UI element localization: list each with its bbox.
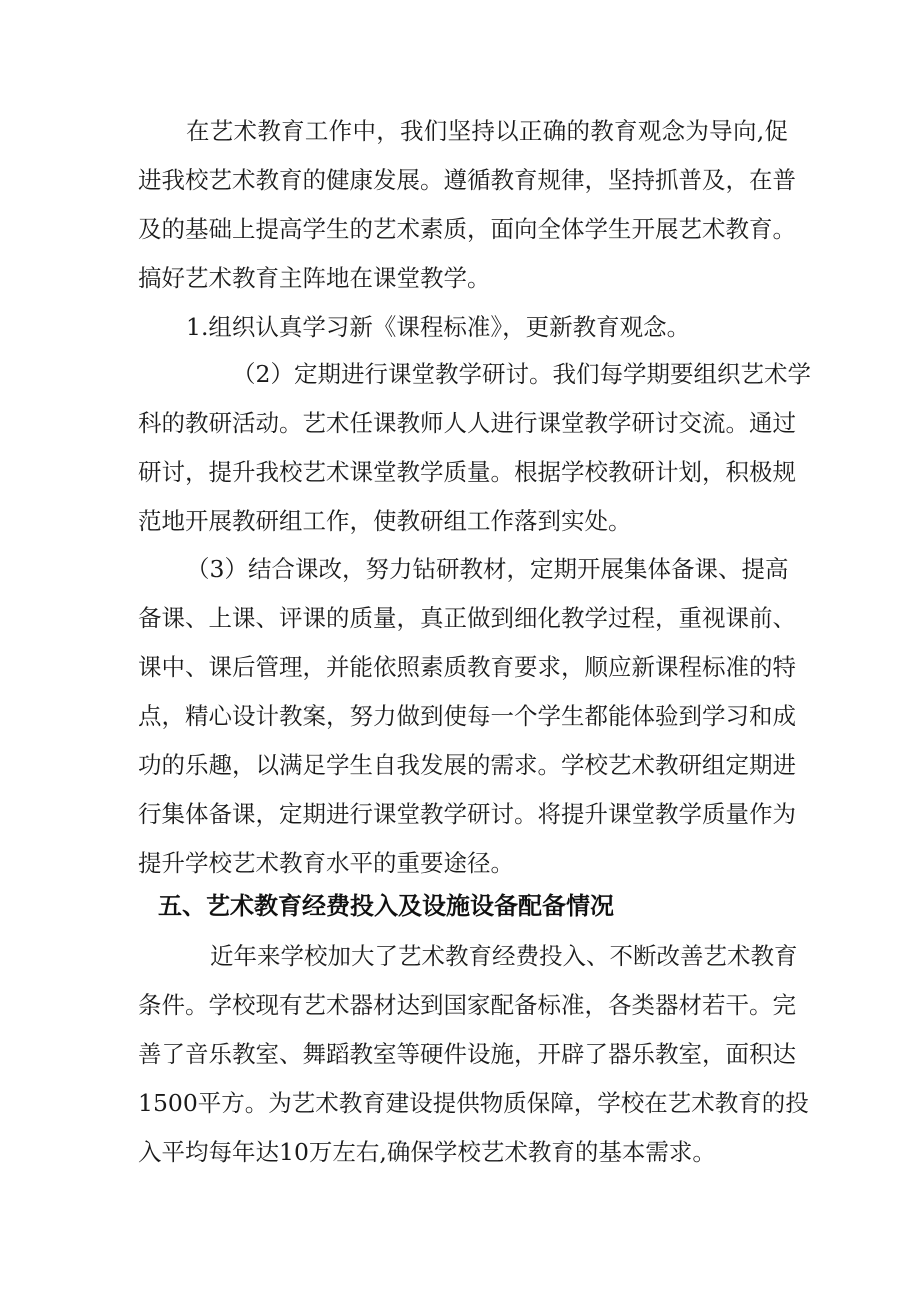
paragraph-3-line-7: 提升学校艺术教育水平的重要途径。 bbox=[138, 849, 514, 877]
paragraph-2-line-4: 范地开展教研组工作，使教研组工作落到实处。 bbox=[138, 507, 632, 535]
paragraph-2-line-1: （2）定期进行课堂教学研讨。我们每学期要组织艺术学 bbox=[232, 360, 811, 388]
paragraph-1-line-1: 在艺术教育工作中，我们坚持以正确的教育观念为导向,促 bbox=[186, 117, 788, 145]
paragraph-4-line-3: 善了音乐教室、舞蹈教室等硬件设施，开辟了器乐教室，面积达 bbox=[138, 1040, 796, 1068]
section-five-heading: 五、艺术教育经费投入及设施设备配备情况 bbox=[158, 892, 614, 920]
paragraph-3-line-5: 功的乐趣，以满足学生自我发展的需求。学校艺术教研组定期进 bbox=[138, 751, 796, 779]
paragraph-3-line-2: 备课、上课、评课的质量，真正做到细化教学过程，重视课前、 bbox=[138, 604, 796, 632]
paragraph-2-line-2: 科的教研活动。艺术任课教师人人进行课堂教学研讨交流。通过 bbox=[138, 409, 796, 437]
paragraph-4-line-2: 条件。学校现有艺术器材达到国家配备标准，各类器材若干。完 bbox=[138, 991, 796, 1019]
paragraph-3-line-4: 点，精心设计教案，努力做到使每一个学生都能体验到学习和成 bbox=[138, 702, 796, 730]
paragraph-3-line-1: （3）结合课改，努力钻研教材，定期开展集体备课、提高 bbox=[186, 555, 789, 583]
paragraph-2-line-3: 研讨，提升我校艺术课堂教学质量。根据学校教研计划，积极规 bbox=[138, 458, 796, 486]
paragraph-1-line-4: 搞好艺术教育主阵地在课堂教学。 bbox=[138, 264, 491, 292]
paragraph-4-line-1: 近年来学校加大了艺术教育经费投入、不断改善艺术教育 bbox=[210, 942, 798, 970]
list-item-1: 1.组织认真学习新《课程标准》，更新教育观念。 bbox=[186, 313, 691, 341]
paragraph-3-line-3: 课中、课后管理，并能依照素质教育要求，顺应新课程标准的特 bbox=[138, 653, 796, 681]
paragraph-3-line-6: 行集体备课，定期进行课堂教学研讨。将提升课堂教学质量作为 bbox=[138, 800, 796, 828]
paragraph-1-line-2: 进我校艺术教育的健康发展。遵循教育规律，坚持抓普及，在普 bbox=[138, 166, 796, 194]
paragraph-4-line-4: 1500平方。为艺术教育建设提供物质保障，学校在艺术教育的投 bbox=[138, 1089, 809, 1117]
paragraph-1-line-3: 及的基础上提高学生的艺术素质，面向全体学生开展艺术教育。 bbox=[138, 215, 796, 243]
paragraph-4-line-5: 入平均每年达10万左右,确保学校艺术教育的基本需求。 bbox=[138, 1138, 716, 1166]
